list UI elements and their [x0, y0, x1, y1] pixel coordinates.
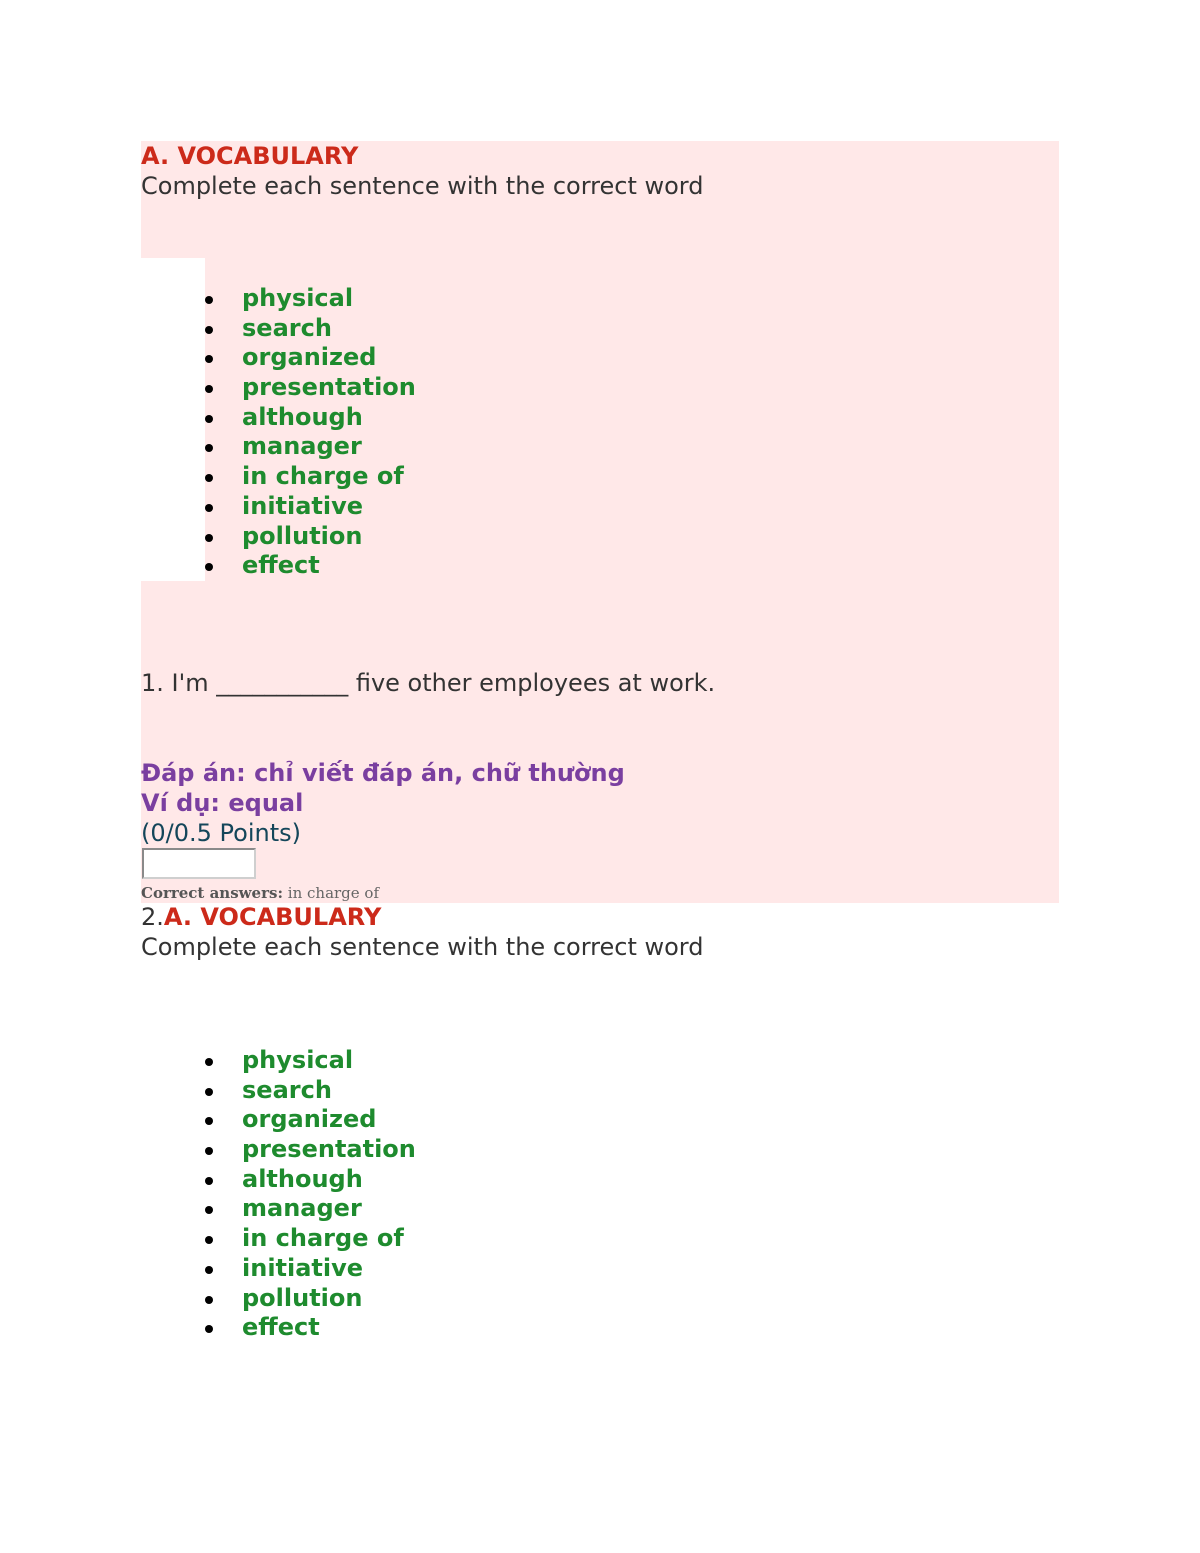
list-item: manager: [0, 1194, 416, 1224]
list-item: manager: [0, 432, 416, 462]
correct-answers: [141, 884, 379, 902]
list-item: physical: [0, 1046, 416, 1076]
answer-example: Ví dụ: equal: [141, 789, 304, 817]
list-item: organized: [0, 1105, 416, 1135]
correct-answers-value: in charge of: [287, 884, 380, 902]
list-item: initiative: [0, 492, 416, 522]
list-item: effect: [0, 1313, 416, 1343]
list-item: pollution: [0, 522, 416, 552]
instruction-text-2: Complete each sentence with the correct word: [141, 933, 704, 961]
word-list-2: [0, 1046, 416, 1343]
list-item: search: [0, 1076, 416, 1106]
answer-input[interactable]: [142, 848, 256, 879]
list-item: search: [0, 314, 416, 344]
list-item: in charge of: [0, 1224, 416, 1254]
correct-answers-label: Correct answers:: [141, 884, 283, 902]
section-heading: A. VOCABULARY: [141, 142, 359, 170]
list-item: effect: [0, 551, 416, 581]
section-heading-2: [141, 902, 381, 932]
list-item: physical: [0, 284, 416, 314]
list-item: although: [0, 1165, 416, 1195]
section-heading-2-text: A. VOCABULARY: [163, 903, 382, 931]
question-number: 2.: [141, 903, 164, 931]
list-item: presentation: [0, 1135, 416, 1165]
list-item: in charge of: [0, 462, 416, 492]
question-text: 1. I'm ___________ five other employees at work.: [141, 669, 716, 697]
list-item: organized: [0, 343, 416, 373]
list-item: initiative: [0, 1254, 416, 1284]
list-item: pollution: [0, 1284, 416, 1314]
points-label: (0/0.5 Points): [141, 819, 301, 847]
list-item: presentation: [0, 373, 416, 403]
answer-instruction: Đáp án: chỉ viết đáp án, chữ thường: [141, 759, 625, 787]
instruction-text: Complete each sentence with the correct word: [141, 172, 704, 200]
word-list: [0, 284, 416, 581]
list-item: although: [0, 403, 416, 433]
